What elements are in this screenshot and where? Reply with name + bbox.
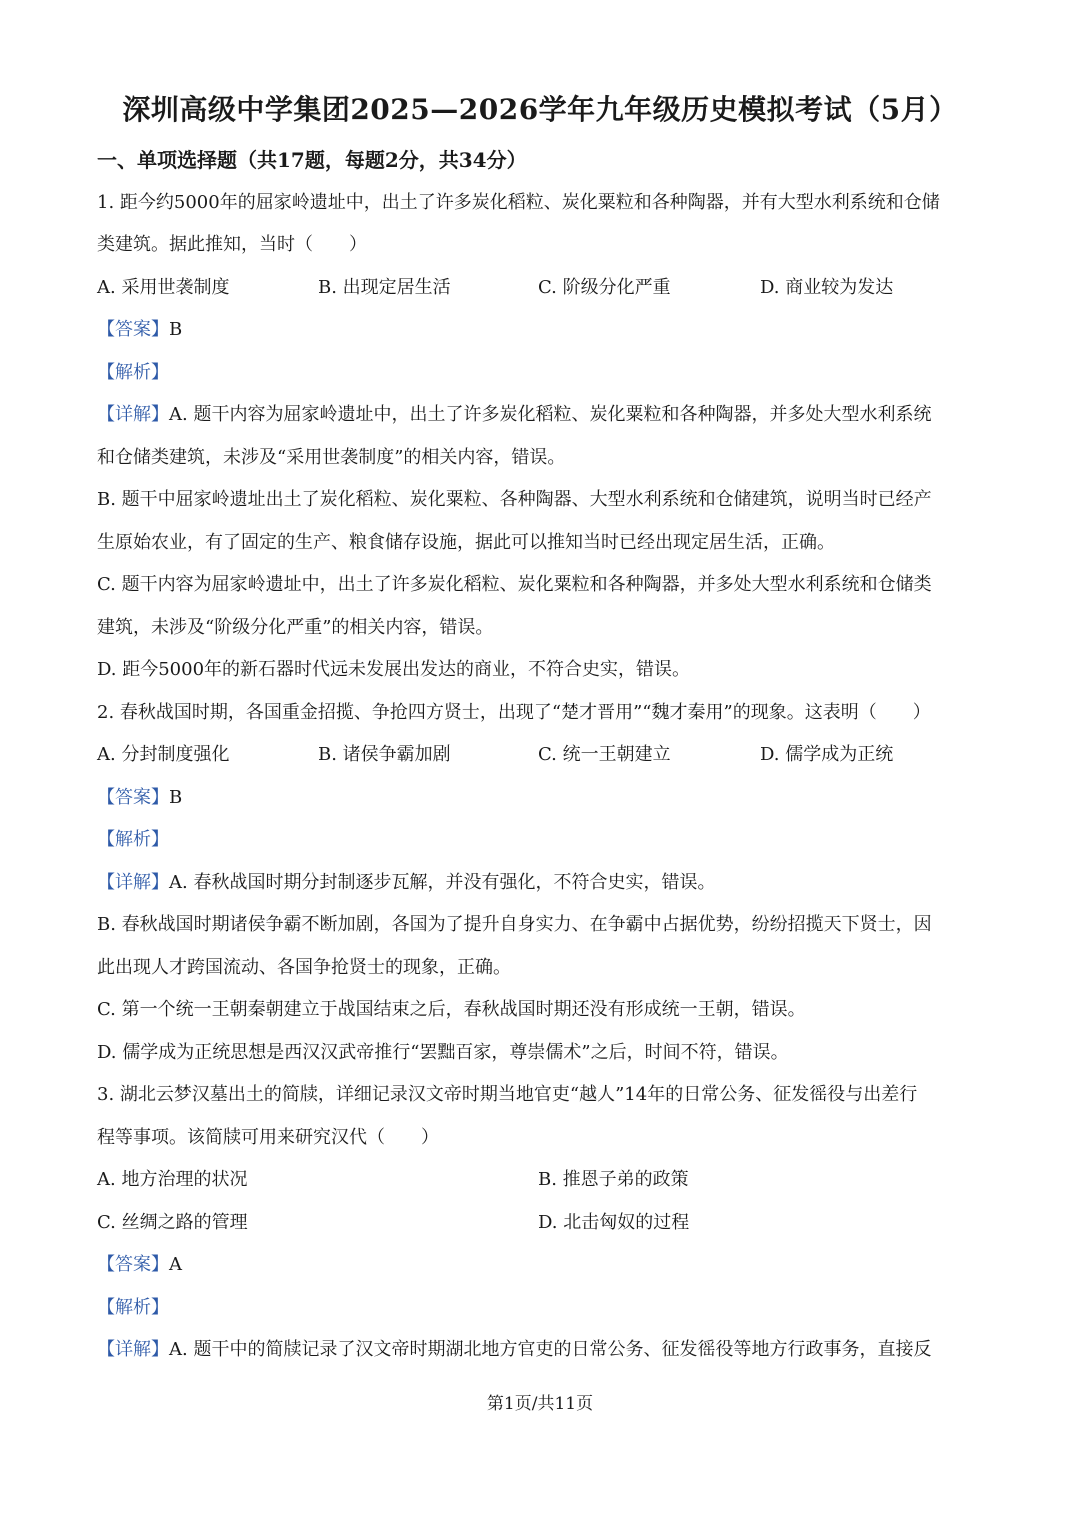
q2-option-c: C. 统一王朝建立 [538,744,671,765]
q1-detail-line-6: 建筑，未涉及“阶级分化严重”的相关内容，错误。 [97,617,494,638]
q1-answer [97,310,987,350]
q2-detail-line-4: C. 第一个统一王朝秦朝建立于战国结束之后，春秋战国时期还没有形成统一王朝，错误。 [97,999,806,1020]
q2-detail-line-3: 此出现人才跨国流动、各国争抢贤士的现象，正确。 [97,957,511,978]
q1-detail-line-7: D. 距今5000年的新石器时代远未发展出发达的商业，不符合史实，错误。 [97,659,691,680]
detail-label: 【详解】 [97,872,169,893]
analysis-label: 【解析】 [97,829,169,850]
q1-detail-text-1: A. 题干内容为屈家岭遗址中，出土了许多炭化稻粒、炭化粟粒和各种陶器，并多处大型水利系统 [169,404,932,425]
q1-detail-line-5: C. 题干内容为屈家岭遗址中，出土了许多炭化稻粒、炭化粟粒和各种陶器，并多处大型水利系统和仓储类 [97,574,932,595]
q1-detail-line-4: 生原始农业，有了固定的生产、粮食储存设施，据此可以推知当时已经出现定居生活，正确。 [97,532,835,553]
q2-detail-line-1 [97,863,987,903]
q1-detail-line-3: B. 题干中屈家岭遗址出土了炭化稻粒、炭化粟粒、各种陶器、大型水利系统和仓储建筑，说明当时已经产 [97,489,932,510]
q1-detail-line-2: 和仓储类建筑，未涉及“采用世袭制度”的相关内容，错误。 [97,447,566,468]
q1-detail-line-1 [97,395,987,435]
q3-option-d: D. 北击匈奴的过程 [538,1212,690,1233]
q3-answer [97,1245,987,1285]
answer-label: 【答案】 [97,319,169,340]
q2-answer-value: B [169,787,183,808]
q2-option-d: D. 儒学成为正统 [760,744,894,765]
analysis-label: 【解析】 [97,362,169,383]
answer-label: 【答案】 [97,1254,169,1275]
q1-stem-line-1: 1. 距今约5000年的屈家岭遗址中，出土了许多炭化稻粒、炭化粟粒和各种陶器，并有大型水利系统和仓储 [97,192,940,213]
q2-detail-line-2: B. 春秋战国时期诸侯争霸不断加剧，各国为了提升自身实力、在争霸中占据优势，纷纷招揽天下贤士，因 [97,914,932,935]
q3-option-b: B. 推恩子弟的政策 [538,1169,689,1190]
page-title: 深圳高级中学集团2025—2026学年九年级历史模拟考试（5月） [122,93,958,126]
q1-analysis-label [97,353,987,393]
q1-stem-line-2: 类建筑。据此推知，当时（ ） [97,234,367,255]
q2-detail-line-5: D. 儒学成为正统思想是西汉汉武帝推行“罢黜百家，尊崇儒术”之后，时间不符，错误。 [97,1042,789,1063]
q1-answer-value: B [169,319,183,340]
page-footer: 第1页/共11页 [486,1394,594,1414]
q3-option-c: C. 丝绸之路的管理 [97,1212,248,1233]
q2-stem-line-1: 2. 春秋战国时期，各国重金招揽、争抢四方贤士，出现了“楚才晋用”“魏才秦用”的现象。这表明（ ） [97,702,931,723]
q1-option-c: C. 阶级分化严重 [538,277,671,298]
q2-analysis-label [97,820,987,860]
detail-label: 【详解】 [97,1339,169,1360]
q3-analysis-label [97,1288,987,1328]
q3-detail-line-1 [97,1330,987,1370]
detail-label: 【详解】 [97,404,169,425]
q2-option-b: B. 诸侯争霸加剧 [318,744,451,765]
q3-detail-text-1: A. 题干中的简牍记录了汉文帝时期湖北地方官吏的日常公务、征发徭役等地方行政事务，直接反 [169,1339,932,1360]
q1-option-b: B. 出现定居生活 [318,277,451,298]
q3-stem-line-1: 3. 湖北云梦汉墓出土的简牍，详细记录汉文帝时期当地官吏“越人”14年的日常公务、征发徭役与出差行 [97,1084,918,1105]
q3-answer-value: A [169,1254,182,1275]
q2-answer [97,778,987,818]
q2-option-a: A. 分封制度强化 [97,744,230,765]
q3-stem-line-2: 程等事项。该简牍可用来研究汉代（ ） [97,1127,439,1148]
q3-option-a: A. 地方治理的状况 [97,1169,248,1190]
q1-option-d: D. 商业较为发达 [760,277,894,298]
answer-label: 【答案】 [97,787,169,808]
q1-option-a: A. 采用世袭制度 [97,277,230,298]
q2-detail-text-1: A. 春秋战国时期分封制逐步瓦解，并没有强化，不符合史实，错误。 [169,872,716,893]
analysis-label: 【解析】 [97,1297,169,1318]
section-heading: 一、单项选择题（共17题，每题2分，共34分） [97,148,527,172]
